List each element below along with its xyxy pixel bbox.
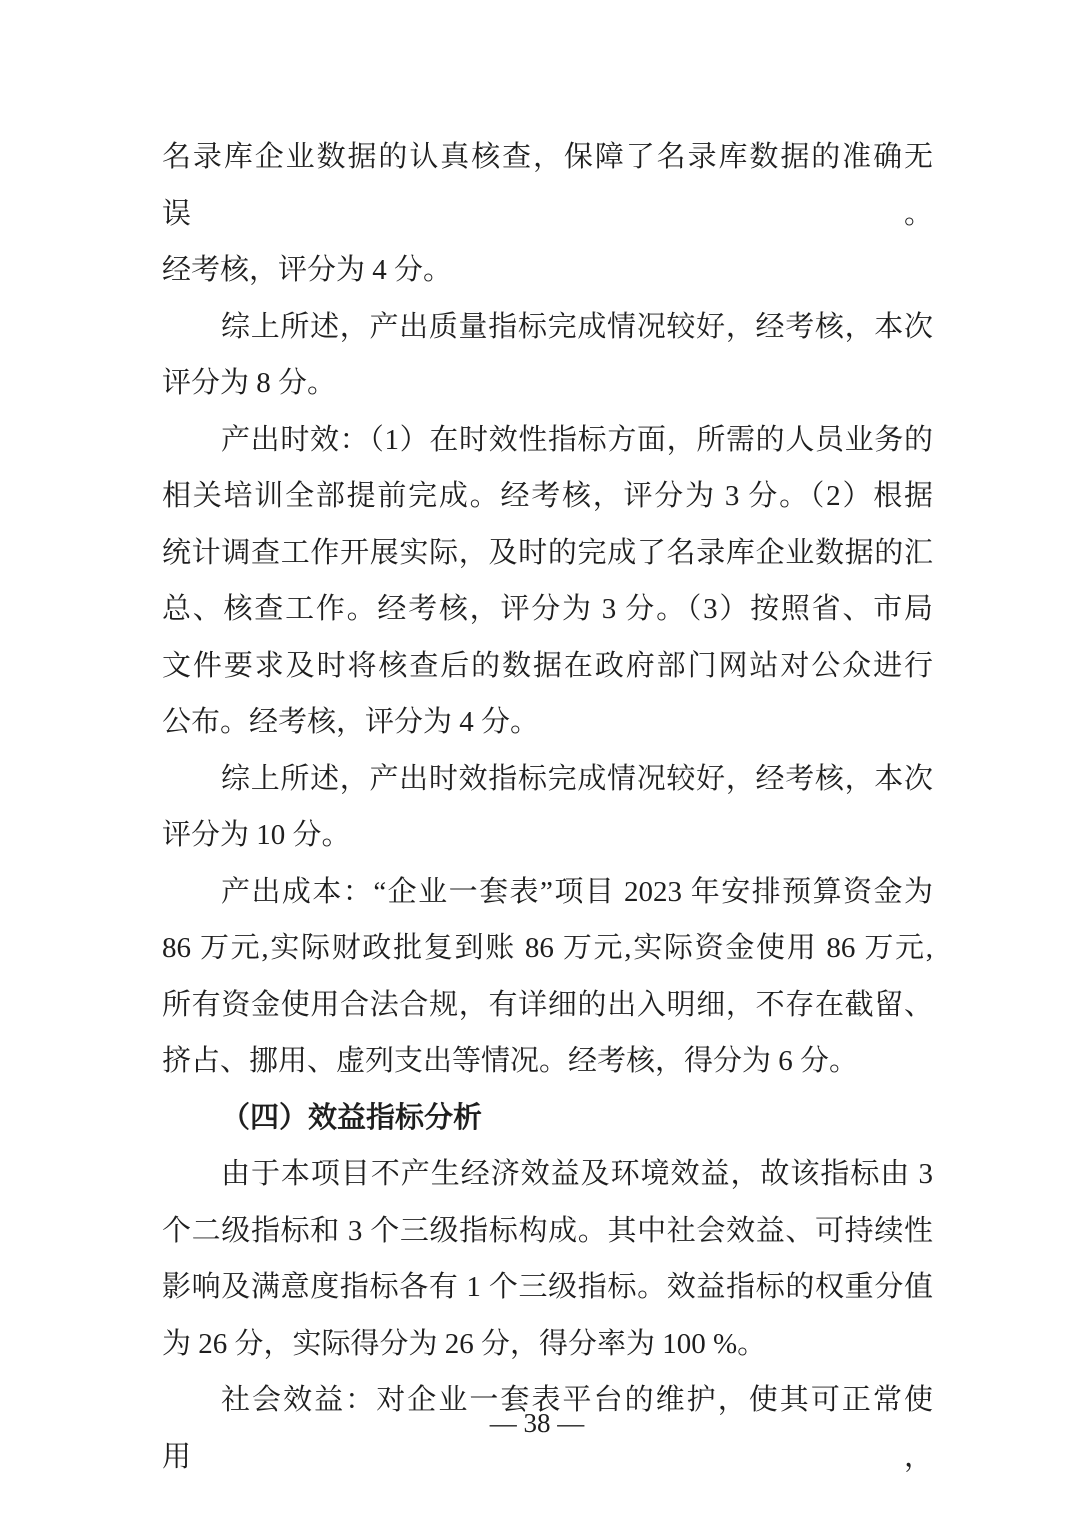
paragraph-output-timeliness	[162, 412, 933, 751]
paragraph-output-cost	[162, 864, 933, 1090]
text-line: 综上所述，产出质量指标完成情况较好，经考核，本次	[221, 310, 933, 343]
paragraph-timeliness-summary	[162, 751, 933, 864]
text-line: 评分为 8 分。	[162, 367, 337, 399]
text-line: 挤占、挪用、虚列支出等情况。经考核，得分为 6 分。	[162, 1045, 859, 1077]
text-line: 评分为 10 分。	[162, 819, 351, 851]
text-line: 相关培训全部提前完成。经考核，评分为 3 分。（2）根据	[162, 480, 933, 512]
page-number: — 38 —	[489, 1408, 585, 1438]
text-line: 产出时效：（1）在时效性指标方面，所需的人员业务的	[221, 423, 933, 456]
text-line: 名录库企业数据的认真核查，保障了名录库数据的准确无误。	[162, 141, 933, 230]
section-heading-text: （四）效益指标分析	[221, 1101, 483, 1134]
document-body	[162, 129, 933, 1485]
paragraph-benefit-overview	[162, 1146, 933, 1372]
text-line: 为 26 分，实际得分为 26 分，得分率为 100 %。	[162, 1327, 767, 1360]
text-line: 86 万元,实际财政批复到账 86 万元,实际资金使用 86 万元,	[162, 932, 933, 964]
section-heading-benefit-analysis	[162, 1090, 933, 1147]
text-line: 由于本项目不产生经济效益及环境效益，故该指标由 3	[221, 1158, 933, 1190]
text-line: 经考核，评分为 4 分。	[162, 254, 453, 286]
text-line: 个二级指标和 3 个三级指标构成。其中社会效益、可持续性	[162, 1214, 933, 1247]
text-line: 文件要求及时将核查后的数据在政府部门网站对公众进行	[162, 649, 933, 682]
text-line: 总、核查工作。经考核，评分为 3 分。（3）按照省、市局	[162, 593, 933, 625]
text-line: 影响及满意度指标各有 1 个三级指标。效益指标的权重分值	[162, 1271, 933, 1303]
paragraph-quality-summary	[162, 299, 933, 412]
text-line: 综上所述，产出时效指标完成情况较好，经考核，本次	[221, 762, 933, 795]
text-line: 产出成本：“企业一套表”项目 2023 年安排预算资金为	[221, 875, 933, 908]
text-line: 所有资金使用合法合规，有详细的出入明细，不存在截留、	[162, 988, 933, 1021]
text-line: 社会效益：对企业一套表平台的维护，使其可正常使用，	[162, 1384, 933, 1473]
text-line: 公布。经考核，评分为 4 分。	[162, 706, 540, 738]
page-footer	[0, 1406, 1074, 1440]
text-line: 统计调查工作开展实际，及时的完成了名录库企业数据的汇	[162, 536, 933, 569]
paragraph-output-quality-end	[162, 129, 933, 299]
